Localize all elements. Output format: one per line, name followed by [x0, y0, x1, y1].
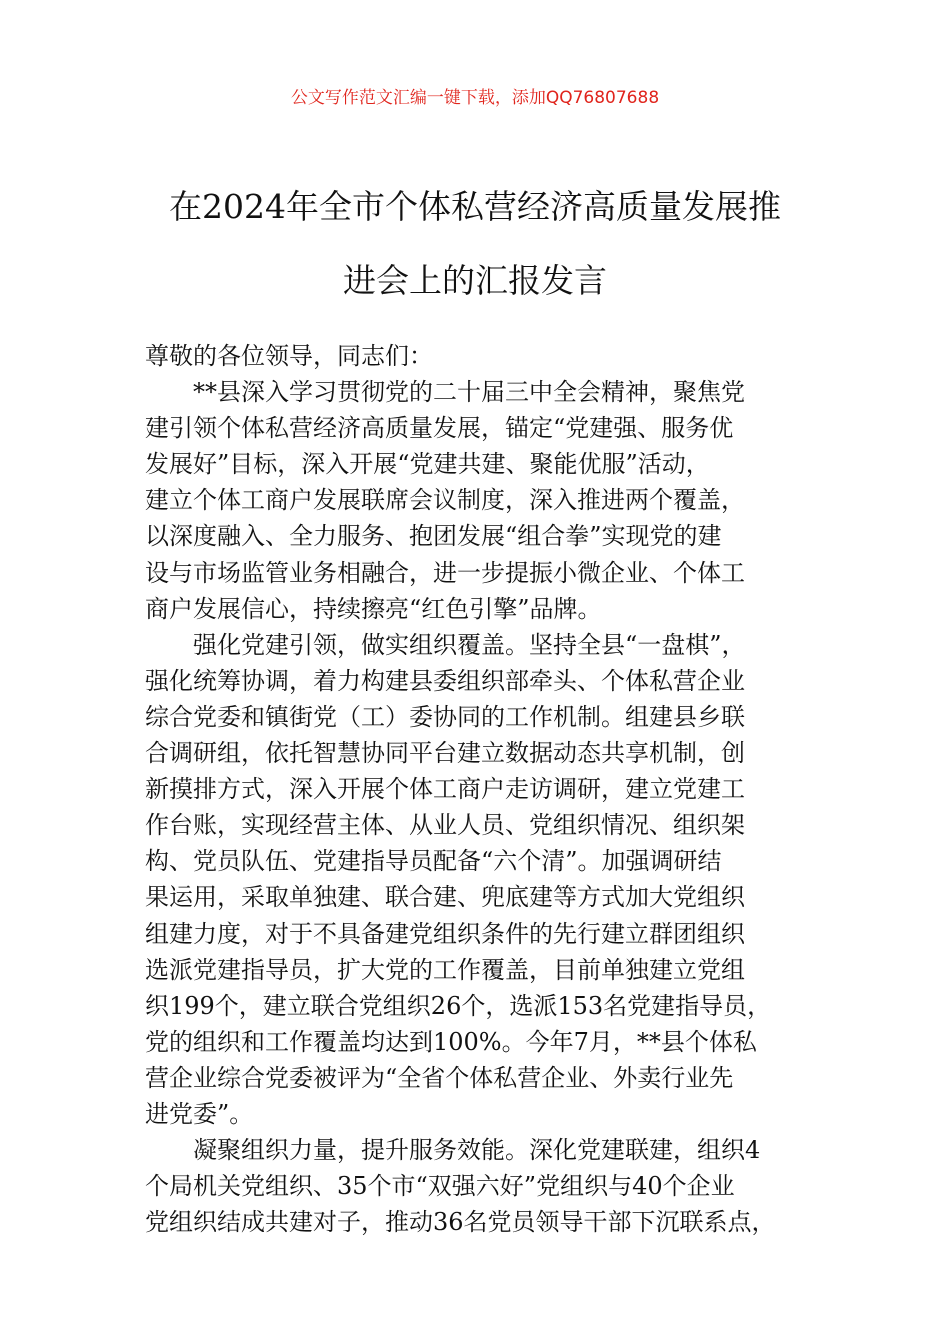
body-text-line: 织199个，建立联合党组织26个，选派153名党建指导员， — [145, 991, 772, 1020]
body-text-line: 尊敬的各位领导，同志们： — [145, 342, 433, 370]
body-text-line: 建立个体工商户发展联席会议制度，深入推进两个覆盖， — [145, 486, 745, 515]
body-text-line: 进党委”。 — [145, 1099, 254, 1128]
body-text-line: 建引领个体私营经济高质量发展，锚定“党建强、服务优 — [145, 414, 734, 443]
body-text-line: 营企业综合党委被评为“全省个体私营企业、外卖行业先 — [145, 1063, 734, 1092]
body-text-line: 果运用，采取单独建、联合建、兜底建等方式加大党组织 — [145, 883, 745, 912]
body-text-line: 党组织结成共建对子，推动36名党员领导干部下沉联系点， — [145, 1208, 776, 1237]
body-text-line: **县深入学习贯彻党的二十届三中全会精神，聚焦党 — [193, 378, 745, 407]
body-text-line: 以深度融入、全力服务、抱团发展“组合拳”实现党的建 — [145, 522, 722, 551]
title-line: 在2024年全市个体私营经济高质量发展推 — [169, 187, 781, 226]
body-text-line: 个局机关党组织、35个市“双强六好”党组织与40个企业 — [145, 1172, 735, 1201]
body-text-line: 商户发展信心，持续擦亮“红色引擎”品牌。 — [145, 594, 602, 623]
body-text-line: 构、党员队伍、党建指导员配备“六个清”。加强调研结 — [145, 847, 722, 876]
body-text-line: 组建力度，对于不具备建党组织条件的先行建立群团组织 — [145, 919, 745, 948]
body-text-line: 综合党委和镇街党（工）委协同的工作机制。组建县乡联 — [145, 702, 745, 731]
body-text-line: 党的组织和工作覆盖均达到100%。今年7月，**县个体私 — [145, 1027, 757, 1056]
body-text-line: 强化党建引领，做实组织覆盖。坚持全县“一盘棋”， — [193, 630, 746, 659]
document-body — [145, 338, 817, 1240]
body-text-line: 作台账，实现经营主体、从业人员、党组织情况、组织架 — [145, 811, 745, 840]
title-line: 进会上的汇报发言 — [343, 261, 607, 300]
body-text-line: 发展好”目标，深入开展“党建共建、聚能优服”活动， — [145, 450, 710, 479]
body-text-line: 选派党建指导员，扩大党的工作覆盖，目前单独建立党组 — [145, 955, 745, 984]
body-text-line: 合调研组，依托智慧协同平台建立数据动态共享机制，创 — [145, 739, 745, 768]
document-title — [120, 170, 830, 318]
download-banner: 公文写作范文汇编一键下载，添加QQ76807688 — [290, 88, 660, 108]
body-text-line: 强化统筹协调，着力构建县委组织部牵头、个体私营企业 — [145, 666, 745, 695]
body-text-line: 设与市场监管业务相融合，进一步提振小微企业、个体工 — [145, 558, 745, 587]
body-text-line: 新摸排方式，深入开展个体工商户走访调研，建立党建工 — [145, 775, 745, 804]
body-text-line: 凝聚组织力量，提升服务效能。深化党建联建，组织4 — [193, 1136, 761, 1165]
